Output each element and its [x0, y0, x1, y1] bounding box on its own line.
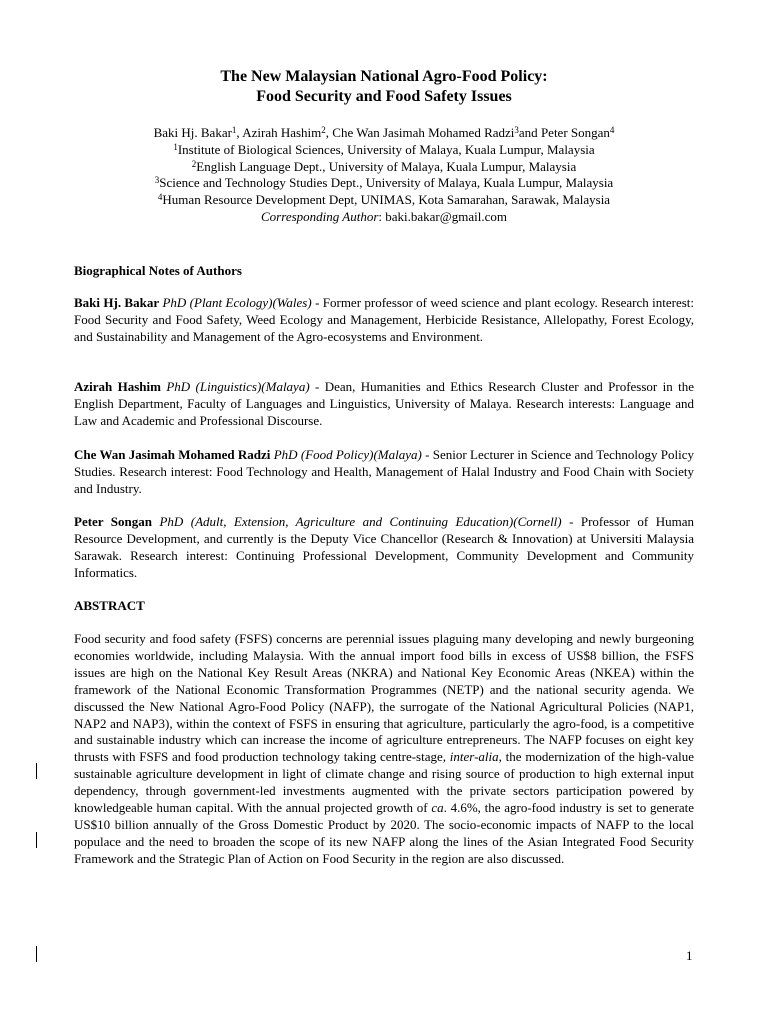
affiliation-sup: 4 — [157, 192, 163, 203]
affiliation-text: Institute of Biological Sciences, University of Malaya, Kuala Lumpur, Malaysia — [177, 141, 595, 157]
bio-name: Peter Songan — [74, 514, 152, 529]
bio-degree: PhD (Food Policy)(Malaya) — [273, 447, 422, 462]
abstract-text: . 4.6%, the agro-food industry is set to generate US$10 billion annually of the Gross Domestic Product by 2020. The socio-economic impacts of NAFP to the local populace and the need to broaden the scope of its new NAFP along the lines of the Asian Integrated Food Security Framework and the Strategic Plan of Action on Food Security in the region are also discussed. — [74, 800, 695, 866]
bio-text: - Dean, Humanities and Ethics Research Cluster and Professor in the English Department, Faculty of Languages and Linguistics, University of Malaya. Research interests: Language and Law and Academic and Professional Discourse. — [74, 379, 694, 428]
author-sup: 4 — [609, 125, 615, 135]
bio-name: Baki Hj. Bakar — [74, 295, 160, 310]
author-sup: 1 — [231, 125, 237, 135]
bio-text: - Former professor of weed science and plant ecology. Research interest: Food Security and Food Safety, Weed Ecology and Management, Herbicide Resistance, Allelopathy, Forest Ecology, and Sustainability and Management of the Agro-ecosystems and Environment. — [74, 295, 695, 344]
author-block — [0, 125, 768, 226]
affiliation — [0, 159, 768, 176]
abstract-paragraph — [74, 631, 694, 868]
bio-degree: PhD (Linguistics)(Malaya) — [166, 379, 310, 394]
bio-degree: PhD (Plant Ecology)(Wales) — [162, 295, 312, 310]
bio-name: Che Wan Jasimah Mohamed Radzi — [74, 447, 271, 462]
affiliation — [0, 142, 768, 159]
affiliation-sup: 1 — [173, 141, 178, 152]
author-and: and — [518, 125, 541, 140]
title-line-2: Food Security and Food Safety Issues — [256, 88, 512, 105]
abstract-text: With the annual projected growth of — [233, 800, 432, 816]
author-sup: 2 — [321, 125, 326, 135]
author-name: Che Wan Jasimah Mohamed Radzi — [332, 125, 515, 140]
author-separator: , — [236, 125, 243, 140]
abstract-text: , the modernization of the high-value sustainable agriculture development in light of climate change and rising source of production to high external input dependency, through government-led investments augmented with the private sectors participation powered by knowledgeable human capital. — [74, 749, 694, 816]
bio-entry — [74, 295, 694, 346]
abstract-italic: ca — [431, 800, 444, 816]
bio-entry — [74, 379, 694, 430]
revision-mark — [36, 946, 37, 962]
revision-mark — [36, 763, 37, 779]
affiliation — [0, 192, 768, 209]
revision-mark — [36, 832, 37, 848]
corresponding-label: Corresponding Author — [261, 208, 379, 224]
bio-degree: PhD (Adult, Extension, Agriculture and Continuing Education)(Cornell) — [159, 514, 562, 529]
abstract-text: Food security and food safety (FSFS) concerns are perennial issues plaguing many developing and newly burgeoning economies worldwide, including Malaysia. With the annual import food bills in excess of US$8 billion, the FSFS issues are high on the National Key Result Areas (NKRA) and National Key Economic Areas (NKEA) within the framework of the National Economic Transformation Programmes (NETP) and the national security agenda. We discussed the New National Agro-Food Policy (NAFP), the surrogate of the National Agricultural Policies (NAP1, NAP2 and NAP3), within the context of FSFS in ensuring that agriculture, particularly the agro-food, is a competitive and sustainable industry which can increase the income of agriculture entrepreneurs. — [74, 631, 694, 748]
affiliation-sup: 3 — [154, 175, 160, 186]
abstract-heading: ABSTRACT — [74, 598, 145, 613]
author-names — [0, 125, 768, 142]
bio-heading: Biographical Notes of Authors — [74, 263, 242, 278]
bio-entry — [74, 447, 694, 498]
author-name: Azirah Hashim — [242, 125, 322, 140]
paper-title — [0, 67, 768, 107]
author-name: Baki Hj. Bakar — [153, 125, 232, 140]
affiliation — [0, 175, 768, 192]
corresponding-email: : baki.bakar@gmail.com — [378, 208, 507, 224]
abstract-italic: inter-alia — [449, 749, 499, 765]
author-separator: , — [325, 125, 333, 140]
affiliation-text: English Language Dept., University of Malaya, Kuala Lumpur, Malaysia — [196, 158, 577, 174]
author-name: Peter Songan — [540, 125, 610, 140]
corresponding-author — [0, 209, 768, 226]
affiliation-sup: 2 — [191, 158, 197, 169]
bio-text: - Senior Lecturer in Science and Technology Policy Studies. Research interest: Food Technology and Health, Management of Halal Industry and Food Chain with Society and Industry. — [74, 447, 694, 496]
bio-name: Azirah Hashim — [74, 379, 161, 394]
author-sup: 3 — [514, 125, 519, 135]
affiliation-text: Science and Technology Studies Dept., University of Malaya, Kuala Lumpur, Malaysia — [159, 175, 614, 191]
page-number: 1 — [686, 948, 693, 963]
abstract-text: The NAFP focuses on eight key thrusts with FSFS and food production technology taking centre-stage, — [74, 732, 694, 765]
bio-text: - Professor of Human Resource Development, and currently is the Deputy Vice Chancellor (Research & Innovation) at Universiti Malaysia Sarawak. Research interest: Continuing Professional Development, Community Development and Community Informatics. — [74, 514, 694, 580]
bio-entry — [74, 514, 694, 582]
affiliation-text: Human Resource Development Dept, UNIMAS, Kota Samarahan, Sarawak, Malaysia — [162, 192, 611, 208]
title-line-1: The New Malaysian National Agro-Food Policy: — [220, 68, 548, 85]
